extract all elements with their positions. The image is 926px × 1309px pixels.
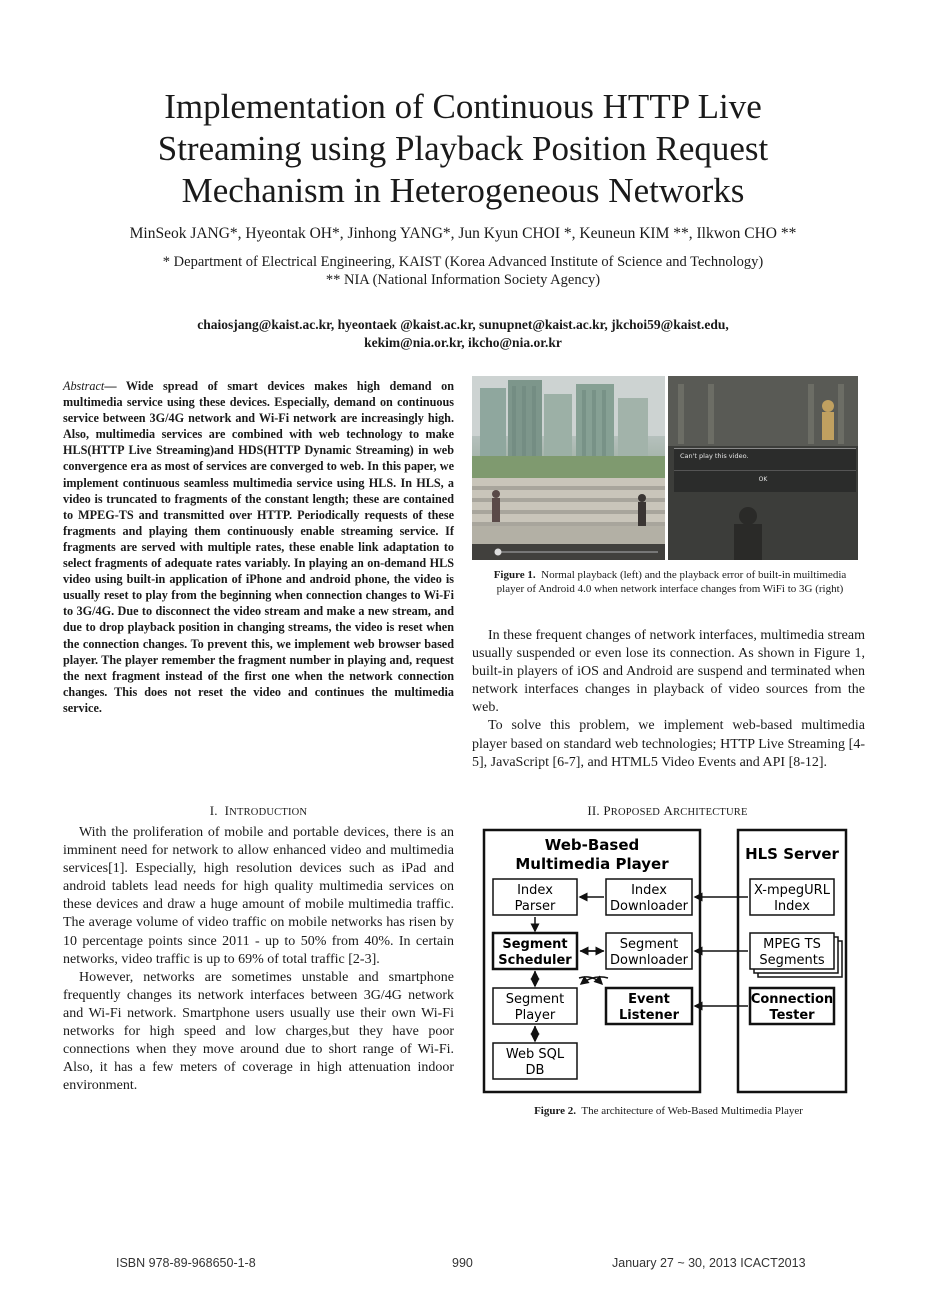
segment-player-label-2: Player	[514, 1008, 556, 1023]
email-line-2: kekim@nia.or.kr, ikcho@nia.or.kr	[364, 335, 562, 350]
figure1-label: Figure 1.	[493, 569, 536, 581]
web-sql-db-label-2: DB	[525, 1063, 545, 1078]
figure2-architecture-diagram	[482, 826, 854, 1101]
segment-player-label-1: Segment	[505, 992, 565, 1007]
title-line-3: Mechanism in Heterogeneous Networks	[181, 171, 745, 210]
event-listener-label-1: Event	[628, 992, 670, 1007]
footer-isbn: ISBN 978-89-968650-1-8	[116, 1256, 256, 1270]
index-parser-label-2: Parser	[514, 899, 556, 914]
intro-paragraph-2: However, networks are sometimes unstable and smartphone frequently changes its network interfaces between 3G/4G network and Wi-Fi network. Smartphone users usually use their own Wi-Fi networks for high speed and low charges,but they have poor connections when they move around due to short range of Wi-Fi. Also, it has a few meters of coverage in high attenuation indoor environment.	[63, 969, 454, 1094]
connection-tester-label-1: Connection	[750, 992, 834, 1007]
figure2-label: Figure 2.	[534, 1105, 577, 1117]
x-mpegurl-label-2: Index	[774, 899, 810, 914]
error-dialog-ok-button: OK	[758, 476, 768, 483]
section-numeral: II.	[587, 803, 600, 818]
right-paragraph-1: In these frequent changes of network interfaces, multimedia stream usually suspended or even lose its connection. As shown in Figure 1, built-in players of iOS and Android are suspend and terminated when network interfaces changes in playback of video sources from the web.	[472, 628, 865, 716]
event-listener-label-2: Listener	[619, 1008, 679, 1023]
index-parser-label-1: Index	[517, 883, 553, 898]
right-column-body	[472, 627, 865, 772]
error-dialog-message: Can't play this video.	[680, 452, 749, 460]
heading-initial: I	[224, 803, 230, 818]
figure2-caption	[472, 1105, 865, 1119]
segment-scheduler-label-1: Segment	[502, 937, 568, 952]
intro-paragraph-1: With the proliferation of mobile and portable devices, there is an imminent need for network to allow enhanced video and multimedia services[1]. Especially, high resolution devices such as iPad and android tablets lead needs for high quality multimedia services on these devices and draw a huge amount of mobile multimedia traffic. The average volume of video traffic on mobile networks has risen by 10 percentage points since 2011 - up to 50% from 40%. In certain networks, video traffic is up to 69% of total traffic [2-3].	[63, 825, 454, 967]
section-heading-introduction	[63, 803, 454, 819]
footer-page-number: 990	[452, 1256, 473, 1270]
affiliation-2: ** NIA (National Information Society Agency)	[325, 272, 601, 288]
title-line-1: Implementation of Continuous HTTP Live	[164, 87, 762, 126]
heading-rest: ROPOSED	[610, 807, 661, 818]
mpeg-ts-label-1: MPEG TS	[763, 937, 821, 952]
index-downloader-label-1: Index	[631, 883, 667, 898]
player-title-line-1: Web-Based	[544, 836, 640, 854]
figure1-playback-error-image	[668, 376, 858, 560]
heading-rest: NTRODUCTION	[229, 807, 308, 818]
affiliation-1: * Department of Electrical Engineering, KAIST (Korea Advanced Institute of Science and Technology)	[162, 254, 764, 270]
section-numeral: I.	[209, 803, 218, 818]
abstract-keyword: Abstract	[63, 379, 105, 393]
heading-initial: A	[663, 803, 674, 818]
x-mpegurl-label-1: X-mpegURL	[754, 883, 830, 898]
abstract	[63, 378, 454, 716]
section-heading-proposed-architecture	[472, 803, 863, 819]
introduction-body	[63, 824, 454, 1095]
email-line-1: chaiosjang@kaist.ac.kr, hyeontaek @kaist.ac.kr, sunupnet@kaist.ac.kr, jkchoi59@kaist.edu,	[197, 317, 729, 332]
figure2-caption-text: The architecture of Web-Based Multimedia Player	[581, 1105, 803, 1117]
author-list: MinSeok JANG*, Hyeontak OH*, Jinhong YANG*, Jun Kyun CHOI *, Keuneun KIM **, Ilkwon CHO **	[129, 225, 797, 242]
abstract-dash: —	[104, 379, 126, 393]
segment-downloader-label-1: Segment	[619, 937, 679, 952]
figure1-caption-text: Normal playback (left) and the playback error of built-in muiltimedia player of Android 4.0 when network interface changes from WiFi to 3G (right)	[496, 569, 847, 595]
abstract-text: Wide spread of smart devices makes high demand on multimedia service using these devices. Especially, demand on continuous service between 3G/4G network and Wi-Fi network are increasingly high. Also, multimedia services are combined with web technology to make HLS(HTTP Live Streaming)and HDS(HTTP Dynamic Streaming) in web convergence era as most of services are converged to web. In this paper, we implement continuous seamless multimedia service using HLS. In HLS, a video is truncated to fragments of the constant length; these are contained to MPEG-TS and transmitted over HTTP. Periodically requests of these fragments and playing them continuously enable streaming service. If fragments are served with multiple rates, these enable link adaptation to select fragments of adequate rates variably. In playing an on-demand HLS video using built-in application of iPhone and android phone, the video is usually reset to play from the beginning when connection changes to Wi-Fi to 3G/4G. Due to disconnect the video stream and make a new stream, and due to drop playback position in changing streams, the video is reset when the connection changes. To prevent this, we implement web browser based player. The player remember the fragment number in playing and, request the next fragment instead of the first one when the network connection changes. This does not reset the video and continues the multimedia service.	[63, 379, 454, 715]
figure1-normal-playback-image	[472, 376, 665, 560]
title-line-2: Streaming using Playback Position Request	[157, 129, 769, 168]
server-title: HLS Server	[745, 845, 839, 863]
web-sql-db-label-1: Web SQL	[505, 1047, 565, 1062]
segment-scheduler-label-2: Scheduler	[498, 953, 572, 968]
footer-conference: January 27 ~ 30, 2013 ICACT2013	[612, 1256, 806, 1270]
heading-initial: P	[603, 803, 611, 818]
segment-downloader-label-2: Downloader	[610, 953, 688, 968]
heading-rest: RCHITECTURE	[673, 807, 748, 818]
mpeg-ts-label-2: Segments	[759, 953, 825, 968]
connection-tester-label-2: Tester	[769, 1008, 815, 1023]
player-title-line-2: Multimedia Player	[515, 855, 669, 873]
paper-title	[60, 86, 866, 212]
figure1-caption	[485, 569, 855, 596]
right-paragraph-2: To solve this problem, we implement web-based multimedia player based on standard web technologies; HTTP Live Streaming [4-5], JavaScript [6-7], and HTML5 Video Events and API [8-12].	[472, 718, 865, 770]
index-downloader-label-2: Downloader	[610, 899, 688, 914]
